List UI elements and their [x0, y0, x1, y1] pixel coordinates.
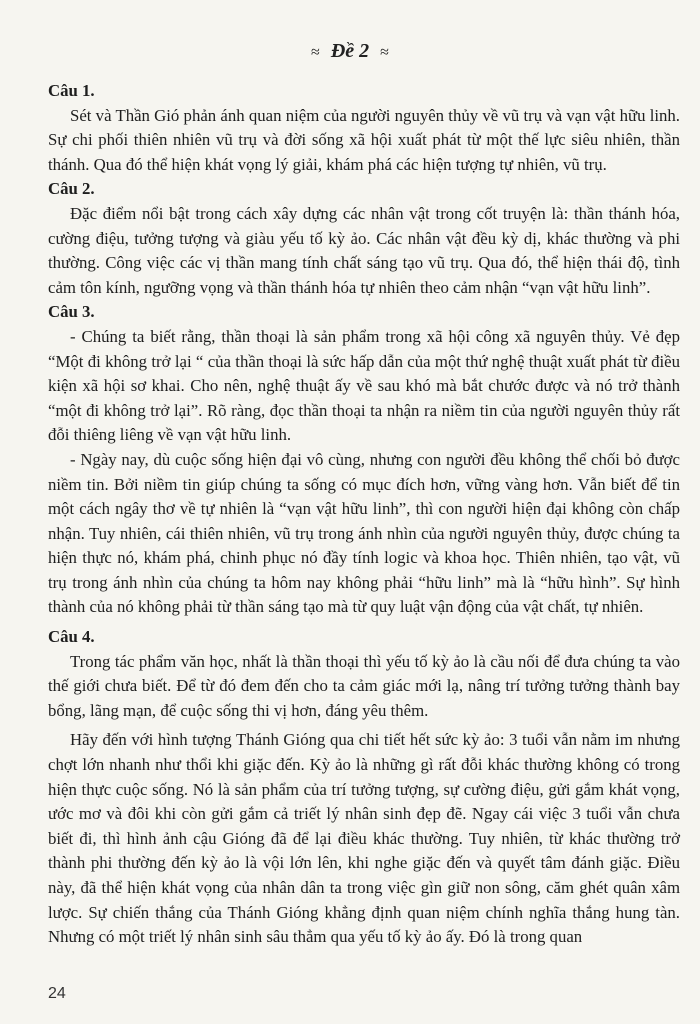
- question-heading-3: Câu 3.: [48, 302, 95, 322]
- ornament-right-icon: ≈: [380, 44, 389, 61]
- answer-paragraph: Sét và Thần Gió phản ánh quan niệm của người nguyên thủy về vũ trụ và vạn vật hữu linh. Sự chi phối thiên nhiên vũ trụ và đời sống xã hội xuất phát từ một thế lực siêu nhiên, thần thánh. Qua đó thể hiện khát vọng lý giải, khám phá các hiện tượng tự nhiên, vũ trụ.: [48, 105, 680, 174]
- question-heading-1: Câu 1.: [48, 81, 95, 100]
- answer-paragraph: - Ngày nay, dù cuộc sống hiện đại vô cùng, nhưng con người đều không thể chối bỏ được niềm tin. Bởi niềm tin giúp chúng ta sống có mục đích hơn, vững vàng hơn. Vẫn biết để tin một cách ngây thơ về tự nhiên là “vạn vật hữu linh”, thì con người hiện đại không còn chấp nhận. Tuy nhiên, cái thiên nhiên, vũ trụ trong ánh nhìn của người nguyên thủy, được chúng ta hiện thực nó, khám phá, chinh phục nó đầy tính logic và khoa học. Thiên nhiên, tạo vật, vũ trụ trong ánh nhìn của chúng ta hôm nay không phải “hữu linh” mà là “hữu hình”. Sự hình thành của nó không phải từ thần sáng tạo mà từ quy luật vận động của vật chất, tự nhiên.: [48, 449, 680, 617]
- main-content: [48, 79, 680, 950]
- answer-paragraph: - Chúng ta biết rằng, thần thoại là sản phẩm trong xã hội công xã nguyên thủy. Vẻ đẹp “Một đi không trở lại “ của thần thoại là sức hấp dẫn của một thứ nghệ thuật xuất phát từ điều kiện xã hội sơ khai. Cho nên, nghệ thuật ấy về sau khó mà bắt chước được và nó trở thành “một đi không trở lại”. Rõ ràng, đọc thần thoại ta nhận ra niềm tin của người nguyên thủy rất đỗi thiêng liêng về vạn vật hữu linh.: [48, 326, 680, 445]
- answer-paragraph: Đặc điểm nổi bật trong cách xây dựng các nhân vật trong cốt truyện là: thần thánh hóa, cường điệu, tưởng tượng và giàu yếu tố kỳ ảo. Các nhân vật đều kỳ dị, khác thường và phi thường. Công việc các vị thần mang tính chất sáng tạo vũ trụ. Qua đó, thể hiện thái độ, tình cảm tôn kính, ngưỡng vọng và thần thánh hóa tự nhiên theo cảm nhận “vạn vật hữu linh”.: [48, 203, 680, 297]
- page-header: [0, 40, 700, 63]
- answer-paragraph: Hãy đến với hình tượng Thánh Gióng qua chi tiết hết sức kỳ ảo: 3 tuổi vẫn nằm im nhưng chợt lớn nhanh như thổi khi giặc đến. Kỳ ảo là những gì rất đỗi khác thường không có trong hiện thực cuộc sống. Nó là sản phẩm của trí tưởng tượng, sự cường điệu, gửi gắm khát vọng, ước mơ và đôi khi còn gửi gắm cả triết lý nhân sinh đẹp đẽ. Ngay cái việc 3 tuổi vẫn chưa biết đi, thì hình ảnh cậu Gióng đã để lại điều khác thường. Tuy nhiên, từ khác thường trở thành phi thường đến kỳ ảo là vội lớn lên, khi nghe giặc đến và quyết tâm đánh giặc. Điều này, đã thể hiện khát vọng của nhân dân ta trong việc gìn giữ non sông, căm ghét quân xâm lược. Sự chiến thắng của Thánh Gióng khẳng định quan niệm chính nghĩa thắng hung tàn. Nhưng có một triết lý nhân sinh sâu thẳm qua yếu tố kỳ ảo ấy. Đó là trong quan: [48, 730, 680, 947]
- page-number: 24: [48, 985, 66, 1002]
- ornament-left-icon: ≈: [311, 44, 320, 61]
- section-title: Đề 2: [330, 40, 370, 62]
- question-heading-4: Câu 4.: [48, 627, 95, 647]
- answer-paragraph: Trong tác phẩm văn học, nhất là thần thoại thì yếu tố kỳ ảo là cầu nối để đưa chúng ta vào thế giới chưa biết. Để từ đó đem đến cho ta cảm giác mới lạ, nâng trí tưởng tưởng thành bay bổng, lãng mạn, để cuộc sống thi vị hơn, đáng yêu thêm.: [48, 651, 680, 720]
- question-heading-2: Câu 2.: [48, 179, 95, 199]
